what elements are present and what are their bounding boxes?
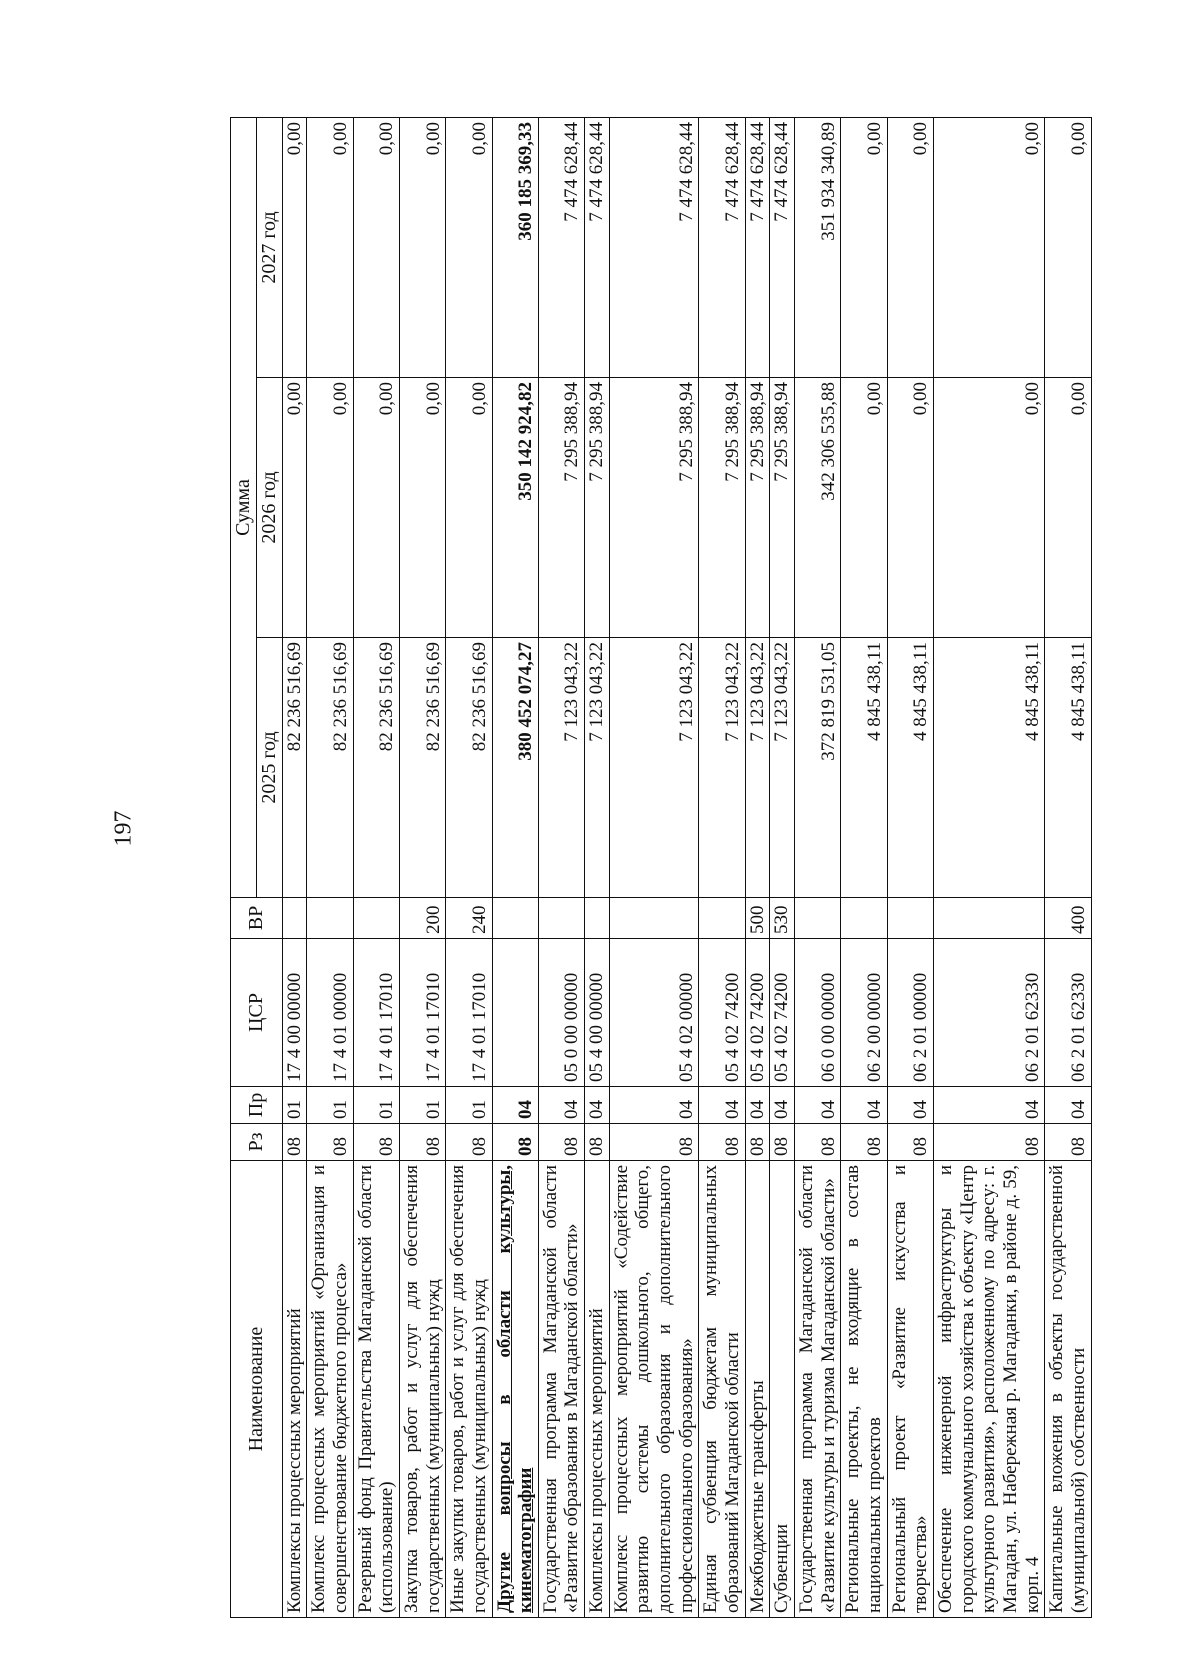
cell-2027: 0,00 <box>933 117 1044 377</box>
cell-pr: 04 <box>1045 1087 1091 1124</box>
cell-2025: 7 123 043,22 <box>609 638 699 898</box>
cell-rz: 08 <box>933 1124 1044 1161</box>
cell-vr <box>585 898 610 939</box>
cell-2026: 0,00 <box>841 378 887 638</box>
cell-csr: 17 4 01 17010 <box>353 939 399 1087</box>
table-row <box>585 117 610 1617</box>
cell-rz: 08 <box>1045 1124 1091 1161</box>
cell-csr: 06 2 01 00000 <box>887 939 933 1087</box>
cell-pr: 04 <box>538 1087 584 1124</box>
budget-table <box>230 117 1092 1618</box>
cell-2026: 0,00 <box>1045 378 1091 638</box>
table-row <box>446 117 492 1617</box>
table-row <box>795 117 841 1617</box>
cell-2027: 0,00 <box>1045 117 1091 377</box>
cell-vr <box>538 898 584 939</box>
cell-csr: 05 4 02 74200 <box>699 939 745 1087</box>
cell-pr: 01 <box>282 1087 307 1124</box>
cell-vr: 240 <box>446 898 492 939</box>
cell-2027: 0,00 <box>307 117 353 377</box>
cell-rz: 08 <box>282 1124 307 1161</box>
table-row <box>492 117 538 1617</box>
cell-rz: 08 <box>841 1124 887 1161</box>
cell-pr: 04 <box>585 1087 610 1124</box>
table-row <box>538 117 584 1617</box>
cell-2027: 0,00 <box>353 117 399 377</box>
header-name: Наименование <box>231 1161 283 1618</box>
cell-vr: 200 <box>399 898 445 939</box>
table-row <box>282 117 307 1617</box>
cell-rz: 08 <box>585 1124 610 1161</box>
cell-2025: 82 236 516,69 <box>399 638 445 898</box>
cell-csr: 17 4 01 17010 <box>446 939 492 1087</box>
cell-name: Резервный фонд Правительства Магаданской области (использование) <box>353 1161 399 1618</box>
header-vr: ВР <box>231 898 283 939</box>
cell-2027: 7 474 628,44 <box>585 117 610 377</box>
cell-pr: 01 <box>399 1087 445 1124</box>
cell-2025: 7 123 043,22 <box>538 638 584 898</box>
cell-vr <box>353 898 399 939</box>
cell-2026: 0,00 <box>282 378 307 638</box>
cell-2026: 7 295 388,94 <box>770 378 795 638</box>
cell-pr: 04 <box>609 1087 699 1124</box>
cell-2027: 0,00 <box>841 117 887 377</box>
page-number: 197 <box>110 810 137 847</box>
table-body <box>282 117 1091 1617</box>
cell-2027: 0,00 <box>446 117 492 377</box>
cell-csr: 05 4 02 74200 <box>745 939 770 1087</box>
cell-pr: 01 <box>446 1087 492 1124</box>
cell-2026: 0,00 <box>446 378 492 638</box>
cell-vr <box>282 898 307 939</box>
cell-csr: 05 4 02 00000 <box>609 939 699 1087</box>
cell-2026: 342 306 535,88 <box>795 378 841 638</box>
cell-name: Комплексы процессных мероприятий <box>282 1161 307 1618</box>
cell-csr: 06 2 01 62330 <box>1045 939 1091 1087</box>
table-row <box>353 117 399 1617</box>
cell-2027: 7 474 628,44 <box>609 117 699 377</box>
cell-2025: 7 123 043,22 <box>699 638 745 898</box>
cell-name: Межбюджетные трансферты <box>745 1161 770 1618</box>
cell-2027: 360 185 369,33 <box>492 117 538 377</box>
cell-rz: 08 <box>492 1124 538 1161</box>
cell-csr: 05 4 02 74200 <box>770 939 795 1087</box>
cell-pr: 01 <box>307 1087 353 1124</box>
table-row <box>887 117 933 1617</box>
cell-rz: 08 <box>399 1124 445 1161</box>
cell-rz: 08 <box>353 1124 399 1161</box>
cell-pr: 04 <box>770 1087 795 1124</box>
cell-pr: 01 <box>353 1087 399 1124</box>
rotated-table-wrapper <box>230 118 1200 1618</box>
cell-csr: 06 0 00 00000 <box>795 939 841 1087</box>
cell-pr: 04 <box>933 1087 1044 1124</box>
cell-2027: 7 474 628,44 <box>770 117 795 377</box>
header-row-1 <box>231 117 257 1617</box>
cell-name: Государственная программа Магаданской области «Развитие образования в Магаданской области» <box>538 1161 584 1618</box>
cell-2026: 0,00 <box>307 378 353 638</box>
table-row <box>933 117 1044 1617</box>
cell-2025: 82 236 516,69 <box>353 638 399 898</box>
cell-vr <box>699 898 745 939</box>
cell-2025: 4 845 438,11 <box>887 638 933 898</box>
cell-2025: 4 845 438,11 <box>1045 638 1091 898</box>
cell-2027: 7 474 628,44 <box>745 117 770 377</box>
cell-name: Единая субвенция бюджетам муниципальных образований Магаданской области <box>699 1161 745 1618</box>
cell-csr: 17 4 01 00000 <box>307 939 353 1087</box>
cell-2025: 4 845 438,11 <box>841 638 887 898</box>
cell-2027: 0,00 <box>282 117 307 377</box>
cell-2026: 7 295 388,94 <box>585 378 610 638</box>
table-row <box>399 117 445 1617</box>
cell-name: Иные закупки товаров, работ и услуг для обеспечения государственных (муниципальных) нужд <box>446 1161 492 1618</box>
cell-name: Комплекс процессных мероприятий «Содействие развитию системы дошкольного, общего, дополнительного образования и дополнительного профессионального образования» <box>609 1161 699 1618</box>
header-2026: 2026 год <box>256 378 282 638</box>
cell-2026: 7 295 388,94 <box>609 378 699 638</box>
cell-2027: 0,00 <box>399 117 445 377</box>
cell-2025: 82 236 516,69 <box>307 638 353 898</box>
cell-2027: 0,00 <box>887 117 933 377</box>
cell-2027: 7 474 628,44 <box>538 117 584 377</box>
cell-csr: 05 0 00 00000 <box>538 939 584 1087</box>
cell-name: Субвенции <box>770 1161 795 1618</box>
cell-name: Региональные проекты, не входящие в состав национальных проектов <box>841 1161 887 1618</box>
cell-2025: 7 123 043,22 <box>745 638 770 898</box>
cell-pr: 04 <box>699 1087 745 1124</box>
cell-2025: 372 819 531,05 <box>795 638 841 898</box>
cell-pr: 04 <box>795 1087 841 1124</box>
cell-pr: 04 <box>745 1087 770 1124</box>
cell-name: Закупка товаров, работ и услуг для обеспечения государственных (муниципальных) нужд <box>399 1161 445 1618</box>
header-rz: Рз <box>231 1124 283 1161</box>
cell-csr <box>492 939 538 1087</box>
cell-2026: 0,00 <box>887 378 933 638</box>
cell-csr: 05 4 00 00000 <box>585 939 610 1087</box>
cell-vr: 500 <box>745 898 770 939</box>
cell-vr <box>795 898 841 939</box>
cell-vr <box>887 898 933 939</box>
cell-vr <box>841 898 887 939</box>
cell-csr: 06 2 00 00000 <box>841 939 887 1087</box>
cell-2027: 7 474 628,44 <box>699 117 745 377</box>
cell-rz: 08 <box>538 1124 584 1161</box>
cell-name: Региональный проект «Развитие искусства и творчества» <box>887 1161 933 1618</box>
cell-2025: 82 236 516,69 <box>282 638 307 898</box>
cell-name: Комплекс процессных мероприятий «Организация и совершенствование бюджетного процесса» <box>307 1161 353 1618</box>
cell-vr <box>492 898 538 939</box>
cell-rz: 08 <box>307 1124 353 1161</box>
cell-2025: 4 845 438,11 <box>933 638 1044 898</box>
cell-name: Обеспечение инженерной инфраструктуры и городского коммунального хозяйства к объекту «Центр культурного развития», расположенному по адресу: г. Магадан, ул. Набережная р. Магаданки, в районе д. 59, корп. 4 <box>933 1161 1044 1618</box>
cell-2025: 7 123 043,22 <box>585 638 610 898</box>
cell-2025: 380 452 074,27 <box>492 638 538 898</box>
cell-rz: 08 <box>887 1124 933 1161</box>
cell-2026: 7 295 388,94 <box>699 378 745 638</box>
cell-name: Комплексы процессных мероприятий <box>585 1161 610 1618</box>
cell-vr: 530 <box>770 898 795 939</box>
cell-2026: 7 295 388,94 <box>745 378 770 638</box>
cell-pr: 04 <box>887 1087 933 1124</box>
cell-vr <box>933 898 1044 939</box>
table-row <box>841 117 887 1617</box>
cell-rz: 08 <box>699 1124 745 1161</box>
cell-name: Другие вопросы в области культуры, кинематографии <box>492 1161 538 1618</box>
table-row <box>745 117 770 1617</box>
cell-2026: 0,00 <box>353 378 399 638</box>
cell-rz: 08 <box>795 1124 841 1161</box>
cell-csr: 17 4 00 00000 <box>282 939 307 1087</box>
cell-2026: 350 142 924,82 <box>492 378 538 638</box>
table-row <box>699 117 745 1617</box>
cell-rz: 08 <box>745 1124 770 1161</box>
table-row <box>307 117 353 1617</box>
cell-name: Капитальные вложения в объекты государственной (муниципальной) собственности <box>1045 1161 1091 1618</box>
cell-vr: 400 <box>1045 898 1091 939</box>
cell-rz: 08 <box>609 1124 699 1161</box>
cell-rz: 08 <box>770 1124 795 1161</box>
header-pr: Пр <box>231 1087 283 1124</box>
cell-pr: 04 <box>841 1087 887 1124</box>
table-row <box>1045 117 1091 1617</box>
cell-csr: 06 2 01 62330 <box>933 939 1044 1087</box>
header-sum: Сумма <box>231 117 257 897</box>
header-2027: 2027 год <box>256 117 282 377</box>
table-row <box>609 117 699 1617</box>
cell-pr: 04 <box>492 1087 538 1124</box>
cell-rz: 08 <box>446 1124 492 1161</box>
cell-name: Государственная программа Магаданской области «Развитие культуры и туризма Магаданской области» <box>795 1161 841 1618</box>
cell-2025: 7 123 043,22 <box>770 638 795 898</box>
cell-2026: 0,00 <box>399 378 445 638</box>
cell-2026: 0,00 <box>933 378 1044 638</box>
cell-vr <box>609 898 699 939</box>
table-row <box>770 117 795 1617</box>
header-csr: ЦСР <box>231 939 283 1087</box>
header-2025: 2025 год <box>256 638 282 898</box>
cell-vr <box>307 898 353 939</box>
cell-csr: 17 4 01 17010 <box>399 939 445 1087</box>
cell-2025: 82 236 516,69 <box>446 638 492 898</box>
cell-2026: 7 295 388,94 <box>538 378 584 638</box>
cell-2027: 351 934 340,89 <box>795 117 841 377</box>
